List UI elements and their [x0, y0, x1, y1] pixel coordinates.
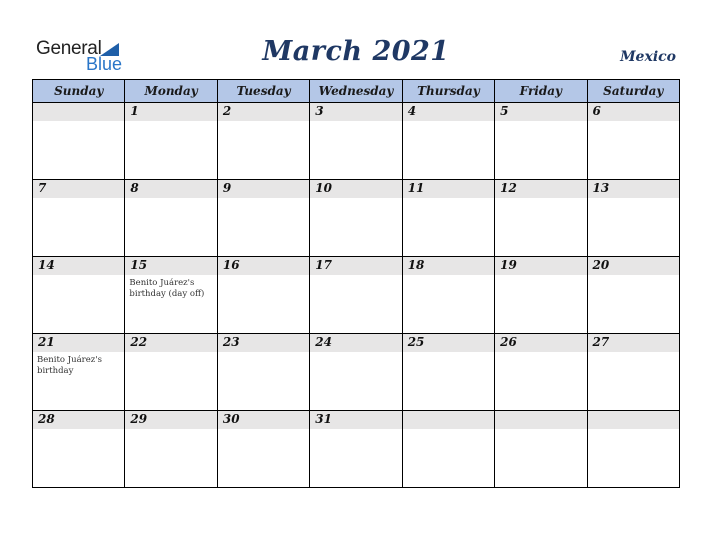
day-number: 11 — [407, 181, 425, 195]
day-header-bar — [218, 411, 309, 429]
day-cell — [310, 257, 402, 334]
day-number: 19 — [500, 258, 517, 272]
day-header-bar — [403, 334, 494, 352]
logo-word-blue: Blue — [86, 54, 123, 74]
day-header-bar — [403, 257, 494, 275]
day-cell — [125, 411, 217, 488]
day-cell — [33, 103, 125, 180]
day-header-bar — [310, 334, 401, 352]
day-cell — [402, 257, 494, 334]
week-row — [33, 103, 680, 180]
day-cell — [217, 180, 309, 257]
day-header-bar — [218, 257, 309, 275]
day-number: 18 — [407, 258, 425, 272]
day-cell — [125, 103, 217, 180]
day-cell — [125, 257, 217, 334]
week-row — [33, 411, 680, 488]
day-header-bar — [125, 257, 216, 275]
day-cell — [402, 411, 494, 488]
day-header-bar — [33, 103, 124, 121]
day-header-bar — [125, 103, 216, 121]
logo-word-general: General — [36, 38, 102, 59]
day-number: 10 — [315, 181, 332, 195]
day-cell — [587, 334, 679, 411]
weekday-header: Sunday — [33, 80, 125, 103]
day-cell — [125, 334, 217, 411]
weekday-header: Monday — [125, 80, 217, 103]
day-cell — [217, 103, 309, 180]
day-header-bar — [495, 257, 586, 275]
calendar-grid — [32, 79, 680, 488]
day-number: 7 — [38, 181, 47, 195]
holiday-event: Benito Juárez's birthday (day off) — [129, 278, 205, 299]
day-header-bar — [218, 180, 309, 198]
day-number: 16 — [222, 258, 240, 272]
day-number: 21 — [38, 335, 55, 349]
day-header-bar — [495, 411, 586, 429]
day-number: 14 — [38, 258, 55, 272]
day-header-bar — [33, 180, 124, 198]
day-number: 6 — [592, 104, 601, 118]
day-number: 23 — [222, 335, 240, 349]
holiday-event: Benito Juárez's birthday — [37, 355, 102, 376]
week-row — [33, 180, 680, 257]
day-number: 13 — [592, 181, 610, 195]
day-number: 1 — [130, 104, 139, 118]
day-number: 20 — [592, 258, 610, 272]
day-header-bar — [310, 257, 401, 275]
day-cell — [495, 257, 587, 334]
day-header-bar — [310, 103, 401, 121]
day-cell — [310, 103, 402, 180]
day-header-bar — [218, 103, 309, 121]
day-header-bar — [403, 180, 494, 198]
day-cell — [495, 334, 587, 411]
day-header-bar — [125, 334, 216, 352]
day-number: 9 — [222, 181, 232, 195]
day-number: 25 — [407, 335, 425, 349]
day-cell — [33, 411, 125, 488]
day-number: 4 — [407, 104, 417, 118]
day-number: 12 — [500, 181, 517, 195]
day-cell — [217, 411, 309, 488]
day-number: 15 — [130, 258, 148, 272]
day-header-bar — [310, 180, 401, 198]
day-header-bar — [33, 334, 124, 352]
day-cell — [495, 180, 587, 257]
weekday-header: Wednesday — [310, 80, 402, 103]
day-header-bar — [588, 180, 679, 198]
day-cell — [33, 180, 125, 257]
day-header-bar — [588, 411, 679, 429]
day-cell — [310, 180, 402, 257]
day-header-bar — [33, 257, 124, 275]
weekday-header: Tuesday — [217, 80, 309, 103]
day-header-bar — [310, 411, 401, 429]
day-cell — [217, 257, 309, 334]
page-title: March 2021 — [262, 36, 450, 67]
day-cell — [495, 103, 587, 180]
country-label: Mexico — [620, 49, 676, 65]
day-number: 30 — [222, 412, 240, 426]
day-header-bar — [125, 180, 216, 198]
day-header-bar — [588, 257, 679, 275]
weekday-header: Friday — [495, 80, 587, 103]
day-number: 26 — [500, 335, 517, 349]
day-header-bar — [403, 103, 494, 121]
day-number: 17 — [315, 258, 332, 272]
week-row — [33, 257, 680, 334]
day-cell — [310, 334, 402, 411]
day-number: 27 — [592, 335, 610, 349]
weekday-header-row — [33, 80, 680, 103]
weekday-header: Thursday — [402, 80, 494, 103]
day-header-bar — [495, 334, 586, 352]
day-cell — [310, 411, 402, 488]
day-cell — [125, 180, 217, 257]
day-number: 3 — [315, 104, 324, 118]
day-number: 24 — [315, 335, 332, 349]
day-header-bar — [495, 103, 586, 121]
day-header-bar — [495, 180, 586, 198]
day-header-bar — [125, 411, 216, 429]
day-cell — [402, 180, 494, 257]
day-cell — [587, 257, 679, 334]
day-header-bar — [33, 411, 124, 429]
day-number: 8 — [130, 181, 139, 195]
day-cell — [33, 257, 125, 334]
day-number: 31 — [315, 412, 332, 426]
day-number: 22 — [130, 335, 148, 349]
day-cell — [217, 334, 309, 411]
day-cell — [402, 103, 494, 180]
day-cell — [587, 180, 679, 257]
day-header-bar — [588, 103, 679, 121]
day-cell — [402, 334, 494, 411]
weekday-header: Saturday — [587, 80, 679, 103]
day-number: 5 — [500, 104, 509, 118]
day-header-bar — [588, 334, 679, 352]
day-cell — [495, 411, 587, 488]
day-header-bar — [403, 411, 494, 429]
day-number: 29 — [130, 412, 148, 426]
day-header-bar — [218, 334, 309, 352]
day-cell — [587, 411, 679, 488]
week-row — [33, 334, 680, 411]
day-number: 2 — [222, 104, 232, 118]
day-number: 28 — [38, 412, 55, 426]
day-cell — [33, 334, 125, 411]
day-cell — [587, 103, 679, 180]
